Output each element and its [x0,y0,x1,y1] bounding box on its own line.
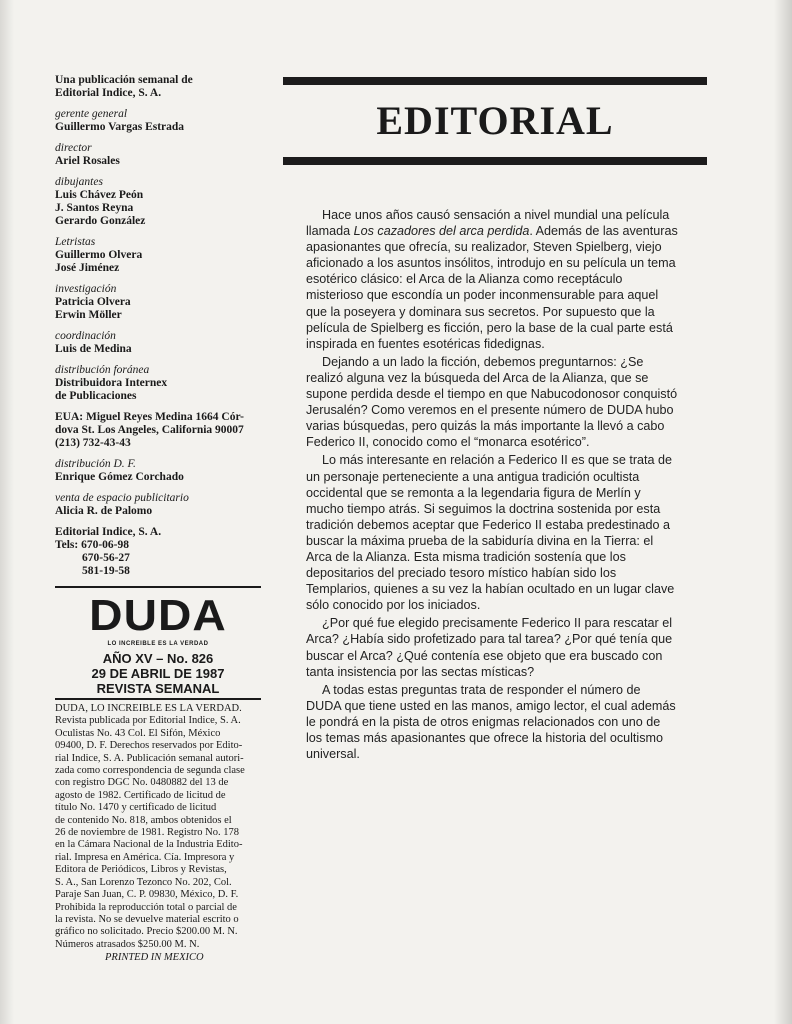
staff-name: Ariel Rosales [55,155,120,167]
legal-line: Revista publicada por Editorial Indice, S. A. [55,715,241,727]
legal-line: título No. 1470 y certificado de licitud [55,802,217,814]
legal-line: S. A., San Lorenzo Tezonco No. 202, Col. [55,876,232,888]
magazine-logo [55,591,261,651]
staff-role: dibujantes [55,176,103,188]
eua-line: EUA: Miguel Reyes Medina 1664 Cór- [55,411,244,423]
staff-role: investigación [55,283,117,295]
divider [55,698,261,700]
staff-list [55,108,265,403]
staff-name: Luis de Medina [55,343,132,355]
masthead-column [55,74,265,964]
editorial-paragraph: Lo más interesante en relación a Federico II es que se trata de un personaje perteneciente a una antigua tradición ocultista occidental que se remonta a la legendaria figura de Merlín y mucho tiempo atrás. Si seguimos la doctrina sostenida por esta tradición debemos aceptar que Federico II estaba predestinado a buscar la máxima prueba de la sabiduría divina en la Tierra: el Arca de la Alianza. Esta misma tradición sostenía que los depositarios del preciado tesoro místico habían sido los Templarios, quienes a su vez la habían ocultado en un lugar clave sólo conocido por los iniciados. [306,453,675,613]
staff-entry [55,142,265,168]
phone-line: 581-19-58 [82,565,130,577]
legal-line: Prohibida la reproducción total o parcial de [55,901,237,913]
staff-role: coordinación [55,330,116,342]
legal-line: 26 de noviembre de 1981. Registro No. 178 [55,827,240,839]
eua-line: dova St. Los Angeles, California 90007 [55,424,244,436]
phone-line: 670-56-27 [82,552,130,564]
publisher-line: Una publicación semanal de [55,74,193,86]
issue-date: 29 DE ABRIL DE 1987 [91,666,225,681]
staff-name: Enrique Gómez Corchado [55,471,184,483]
legal-line: DUDA, LO INCREIBLE ES LA VERDAD. [55,703,242,714]
legal-line: 09400, D. F. Derechos reservados por Edito- [55,740,243,752]
staff-entry [55,283,265,322]
eua-line: (213) 732-43-43 [55,437,131,449]
publisher-credit [55,74,265,100]
phone-line: Tels: 670-06-98 [55,539,130,551]
film-title: Los cazadores del arca perdida [353,224,530,239]
issue-number: AÑO XV – No. 826 [102,651,214,666]
legal-line: en la Cámara Nacional de la Industria Edito- [55,839,243,851]
staff-name: Patricia Olvera [55,296,131,308]
staff-list-secondary [55,458,265,518]
staff-entry [55,236,265,275]
legal-line: Oculistas No. 43 Col. El Sifón, México [55,727,221,739]
legal-line: gráfico no solicitado. Precio $200.00 M. N. [55,926,238,938]
staff-name: Guillermo Olvera [55,249,143,261]
legal-line: con registro DGC No. 0480882 del 13 de [55,777,229,789]
legal-line: zada como correspondencia de segunda clase [55,765,245,777]
logo-wordmark: DUDA [89,591,227,640]
editorial-bar-top [283,77,707,85]
staff-entry [55,492,265,518]
staff-name: Guillermo Vargas Estrada [55,121,185,133]
staff-entry [55,108,265,134]
text-run: . Además de las aventuras apasionantes que ofrecía, su realizador, Steven Spielberg, viejo aficionado a los asuntos insólitos, introdujo en su película un tema esotérico clásico: el Arca de la Alianza como receptáculo misterioso que escondía un poder inconmensurable para aquel que la poseyera y dominara sus secretos. Por supuesto que la película de Spielberg es ficción, pero la base de la cual parte está inspirada en fuentes esotéricas fidedignas. [306,224,678,351]
staff-name: Alicia R. de Palomo [55,505,153,517]
page-edge-right [774,0,792,1024]
staff-name: Distribuidora Internex [55,377,168,389]
legal-line: agosto de 1982. Certificado de licitud de [55,789,226,801]
printed-in: PRINTED IN MEXICO [105,952,204,964]
logo-tagline: LO INCREIBLE ES LA VERDAD [107,641,209,647]
contact-company: Editorial Indice, S. A. [55,526,162,538]
staff-role: gerente general [55,108,128,120]
staff-role: venta de espacio publicitario [55,492,189,504]
staff-role: Letristas [55,236,96,248]
staff-name: de Publicaciones [55,390,137,402]
publisher-line: Editorial Indice, S. A. [55,87,162,99]
legal-line: Editora de Periódicos, Libros y Revistas, [55,864,227,876]
contact-block [55,526,265,578]
legal-notice [55,703,261,951]
issue-type: REVISTA SEMANAL [96,681,220,696]
legal-line: rial Indice, S. A. Publicación semanal autori- [55,752,244,764]
staff-entry [55,458,265,484]
staff-name: J. Santos Reyna [55,202,134,214]
text-run: Hace unos años causó sensación a nivel mundial una película llamada [306,208,670,239]
staff-role: distribución foránea [55,364,150,376]
staff-entry [55,364,265,403]
staff-name: Luis Chávez Peón [55,189,144,201]
editorial-paragraph [306,207,678,352]
issue-info [55,651,261,696]
editorial-title: EDITORIAL [376,98,614,143]
legal-line: de contenido No. 818, ambos obtenidos el [55,814,232,826]
legal-line: rial. Impresa en América. Cía. Impresora y [55,851,235,863]
legal-line: Números atrasados $250.00 M. N. [55,938,200,950]
staff-name: José Jiménez [55,262,120,274]
eua-contact [55,411,265,450]
editorial-paragraph: ¿Por qué fue elegido precisamente Federico II para rescatar el Arca? ¿Había sido profetizado para tal tarea? ¿Por qué tenía que buscar el Arca? ¿Qué contenía ese objeto que era buscado con tanta insistencia por las sectas místicas? [306,616,673,679]
legal-line: Paraje San Juan, C. P. 09830, México, D. F. [55,889,239,901]
staff-entry [55,176,265,228]
staff-role: director [55,142,92,154]
legal-line: la revista. No se devuelve material escrito o [55,913,239,925]
divider [55,586,261,588]
staff-entry [55,330,265,356]
staff-name: Erwin Möller [55,309,122,321]
editorial-paragraph: Dejando a un lado la ficción, debemos preguntarnos: ¿Se realizó alguna vez la búsqueda del Arca de la Alianza, que se supone perdida desde el tiempo en que Nabucodonosor conquistó Jerusalén? Como veremos en el presente número de DUDA hubo varias búsquedas, pero quizás la más importante la llevó a cabo Federico II, conocido como el “monarca esotérico”. [306,354,678,450]
staff-role: distribución D. F. [55,458,136,470]
editorial-paragraph: A todas estas preguntas trata de responder el número de DUDA que tiene usted en las manos, amigo lector, el cual además le pondrá en la pista de otros enigmas relacionados con uno de los temas más apasionantes que ofrece la historia del ocultismo universal. [306,682,676,762]
page-edge-left [0,0,14,1024]
editorial-bar-bottom [283,157,707,165]
staff-name: Gerardo González [55,215,146,227]
editorial-body [306,207,678,764]
